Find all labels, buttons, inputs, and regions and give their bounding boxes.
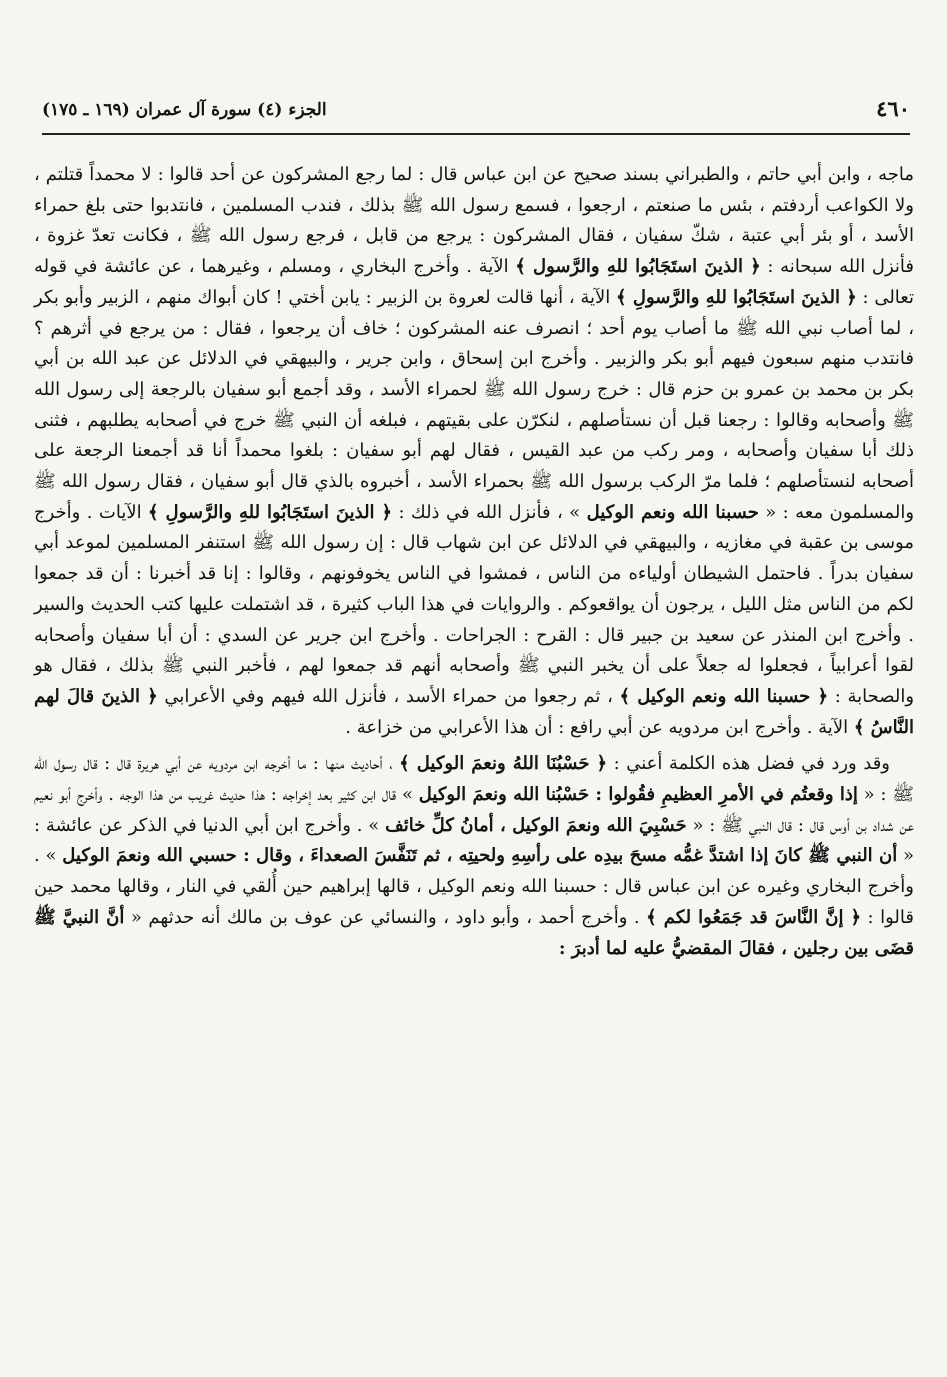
text-run: » . وأخرج ابن أبي الدنيا في الذكر عن عائشة : « bbox=[34, 814, 915, 867]
paragraph-narrations bbox=[34, 160, 914, 743]
quoted-text: ﴿ الذينَ استَجَابُوا للهِ والرَّسولِ ﴾ bbox=[148, 501, 393, 523]
text-run: ، أحاديث منها : ما أخرجه ابن مردويه عن أبي هريرة قال : قال رسول الله ﷺ : « bbox=[34, 753, 915, 806]
quoted-text: ﴿ حَسْبُنَا اللهُ ونعمَ الوكيل ﴾ bbox=[399, 753, 608, 775]
header-rule bbox=[42, 133, 910, 135]
running-title: الجزء (٤) سورة آل عمران (١٦٩ ـ ١٧٥) bbox=[42, 100, 327, 120]
text-run: وقد ورد في فضل هذه الكلمة أعني : bbox=[607, 753, 890, 775]
quoted-text: ﴿ الذينَ قالَ لهم النَّاسُ ﴾ bbox=[34, 685, 914, 738]
text-run: الآيات . وأخرج موسى بن عقبة في مغازيه ، والبيهقي في الدلائل عن ابن شهاب قال : إن رسول الله ﷺ استنفر المسلمين لموعد أبي سفيان بدراً . فاحتمل الشيطان أولياءه من الناس ، فمشوا في الناس يخوفونهم ، وقالوا : إنا قد أخبرنا : أن قد جمعوا لكم من الناس مثل الليل ، يرجون أن يواقعوكم . والروايات في هذا الباب كثيرة ، قد اشتملت عليها كتب الحديث والسير . وأخرج ابن المنذر عن سعيد بن جبير قال : القرح : الجراحات . وأخرج ابن جرير عن السدي : أن أبا سفيان وأصحابه لقوا أعرابياً ، فجعلوا له جعلاً على أن يخبر النبي ﷺ وأصحابه أنهم قد جمعوا لهم ، فأخبر النبي ﷺ بذلك ، فقال هو والصحابة : bbox=[34, 501, 915, 707]
text-run: الآية . وأخرج ابن مردويه عن أبي رافع : أن هذا الأعرابي من خزاعة . bbox=[345, 716, 854, 738]
page-header bbox=[42, 94, 910, 130]
text-run: ماجه ، وابن أبي حاتم ، والطبراني بسند صحيح عن ابن عباس قال : لما رجع المشركون عن أحد قالوا : لا محمداً قتلتم ، ولا الكواعب أردفتم ، بئس ما صنعتم ، ارجعوا ، فسمع رسول الله ﷺ بذلك ، فندب المسلمين ، فانتدبوا حتى بلغ حمراء الأسد ، أو بئر أبي عتبة ، شكّ سفيان ، فقال المشركون : يرجع من قابل ، فرجع رسول الله ﷺ ، فكانت تعدّ غزوة ، فأنزل الله سبحانه : bbox=[34, 164, 914, 278]
paragraph-virtue-of-hasbuna bbox=[34, 749, 914, 964]
text-run: ، ثم رجعوا من حمراء الأسد ، فأنزل الله فيهم وفي الأعرابي bbox=[157, 685, 620, 707]
text-run: » ، فأنزل الله في ذلك : bbox=[392, 501, 587, 523]
quoted-text: ﴿ الذينَ استَجَابُوا للهِ والرَّسول ﴾ bbox=[515, 256, 761, 278]
text-run: » قال ابن كثير بعد إخراجه : هذا حديث غريب من هذا الوجه . وأخرج أبو نعيم عن شداد بن أوس قال : قال النبي ﷺ : « bbox=[34, 784, 914, 836]
text-run: الآية ، أنها قالت لعروة بن الزبير : يابن أختي ! كان أبواك منهم ، الزبير وأبو بكر ، لما أصاب نبي الله ﷺ ما أصاب يوم أحد ؛ انصرف عنه المشركون ؛ خاف أن يرجعوا ، فقال : من يرجع في أثرهم ؟ فانتدب منهم سبعون فيهم أبو بكر والزبير . وأخرج ابن إسحاق ، وابن جرير ، والبيهقي في الدلائل عن عبد الله بن أبي بكر بن محمد بن عمرو بن حزم قال : خرج رسول الله ﷺ لحمراء الأسد ، وقد أجمع أبو سفيان بالرجعة إلى رسول الله ﷺ وأصحابه وقالوا : رجعنا قبل أن نستأصلهم ، لنكرّن على بقيتهم ، فبلغه أن النبي ﷺ خرج في أصحابه يطلبهم ، فثنى ذلك أبا سفيان وأصحابه ، ومر ركب من عبد القيس ، فقال لهم أبو سفيان : بلغوا محمداً أنا قد أجمعنا الرجعة على أصحابه لنستأصلهم ؛ فلما مرّ الركب برسول الله ﷺ بحمراء الأسد ، أخبروه بالذي قال أبو سفيان ، فقال رسول الله ﷺ والمسلمون معه : « bbox=[34, 286, 915, 523]
quoted-text: أنَّ النبيَّ ﷺ قضَى بين رجلين ، فقالَ المقضيُّ عليه لما أدبرَ : bbox=[34, 906, 914, 959]
quoted-text: حسبنا الله ونعم الوكيل bbox=[586, 501, 759, 523]
quoted-text: ﴿ الذينَ استَجَابُوا للهِ والرَّسولِ ﴾ bbox=[616, 286, 857, 308]
quoted-text: ﴿ إنَّ النَّاسَ قد جَمَعُوا لكم ﴾ bbox=[646, 906, 862, 928]
quoted-text: أن النبي ﷺ كانَ إذا اشتدَّ غمُّه مسحَ بيدِه على رأسِهِ ولحيتِه ، ثم تَنَفَّسَ الصعداءَ ، وقال : حسبي الله ونعمَ الوكيل bbox=[62, 845, 898, 867]
quoted-text: حَسْبِيَ الله ونعمَ الوكيل ، أمانُ كلِّ خائف bbox=[385, 814, 687, 836]
quoted-text: إذا وقعتُم في الأمرِ العظيمِ فقُولوا : حَسْبُنا الله ونعمَ الوكيل bbox=[418, 784, 858, 806]
tafsir-body bbox=[34, 160, 914, 964]
quoted-text: ﴿ حسبنا الله ونعم الوكيل ﴾ bbox=[619, 685, 829, 707]
text-run: » . وأخرج البخاري وغيره عن ابن عباس قال : حسبنا الله ونعم الوكيل ، قالها إبراهيم حين أُلقي في النار ، وقالها محمد حين قالوا : bbox=[34, 845, 914, 928]
text-run: . وأخرج أحمد ، وأبو داود ، والنسائي عن عوف بن مالك أنه حدثهم « bbox=[124, 906, 647, 928]
text-run: الآية . وأخرج البخاري ، ومسلم ، وغيرهما ، عن عائشة في قوله تعالى : bbox=[34, 256, 914, 308]
page-number: ٤٦٠ bbox=[876, 96, 910, 121]
